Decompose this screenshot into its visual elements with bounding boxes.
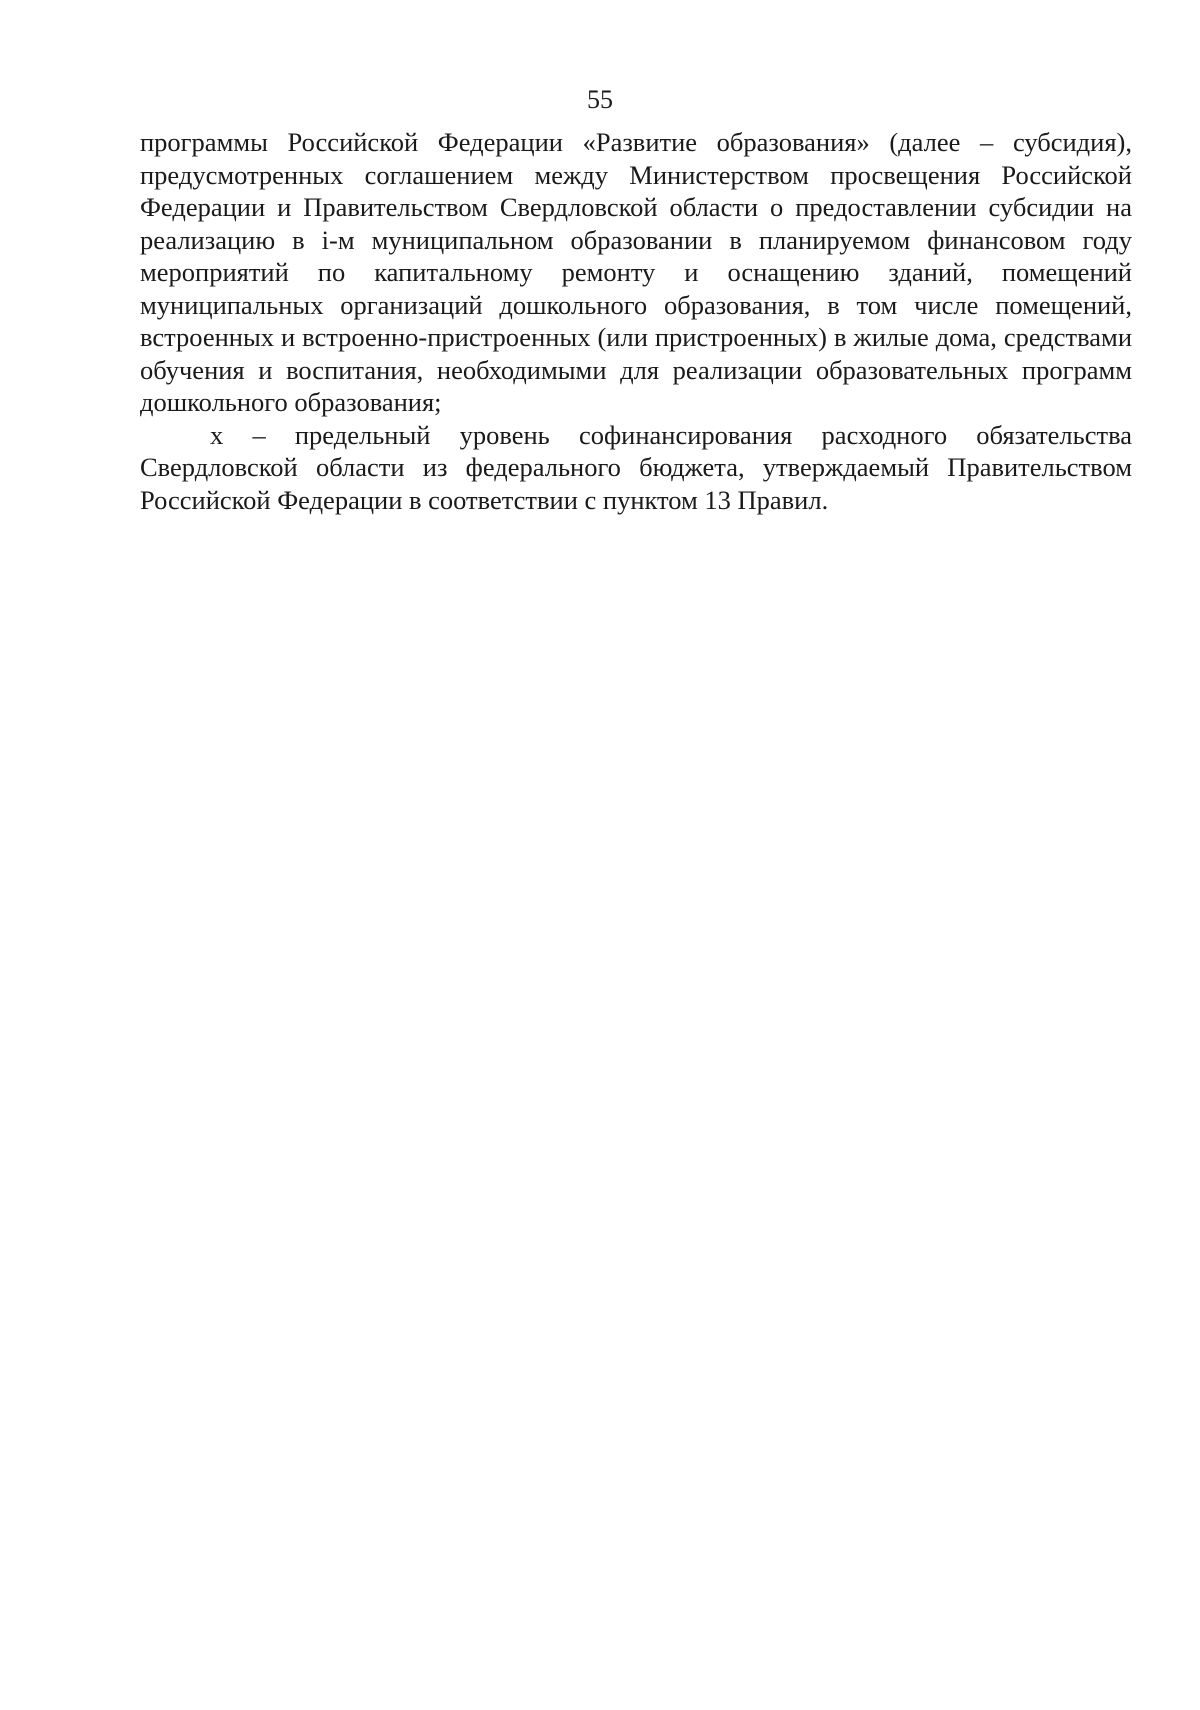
paragraph-subsidy-definition: программы Российской Федерации «Развитие образования» (далее – субсидия), предусмотренных соглашением между Министерством просвещения Российской Федерации и Правительством Свердловской области о предоставлении субсидии на реализацию в i-м муниципальном образовании в планируемом финансовом году мероприятий по капитальному ремонту и оснащению зданий, помещений муниципальных организаций дошкольного образования, в том числе помещений, встроенных и встроенно-пристроенных (или пристроенных) в жилые дома, средствами обучения и воспитания, необходимыми для реализации образовательных программ дошкольного образования; [140,127,1132,417]
paragraph-cofinancing-level: x – предельный уровень софинансирования расходного обязательства Свердловской области из федерального бюджета, утверждаемый Правительством Российской Федерации в соответствии с пунктом 13 Правил. [140,419,1132,515]
document-body [140,126,1132,516]
page-number: 55 [587,85,613,114]
